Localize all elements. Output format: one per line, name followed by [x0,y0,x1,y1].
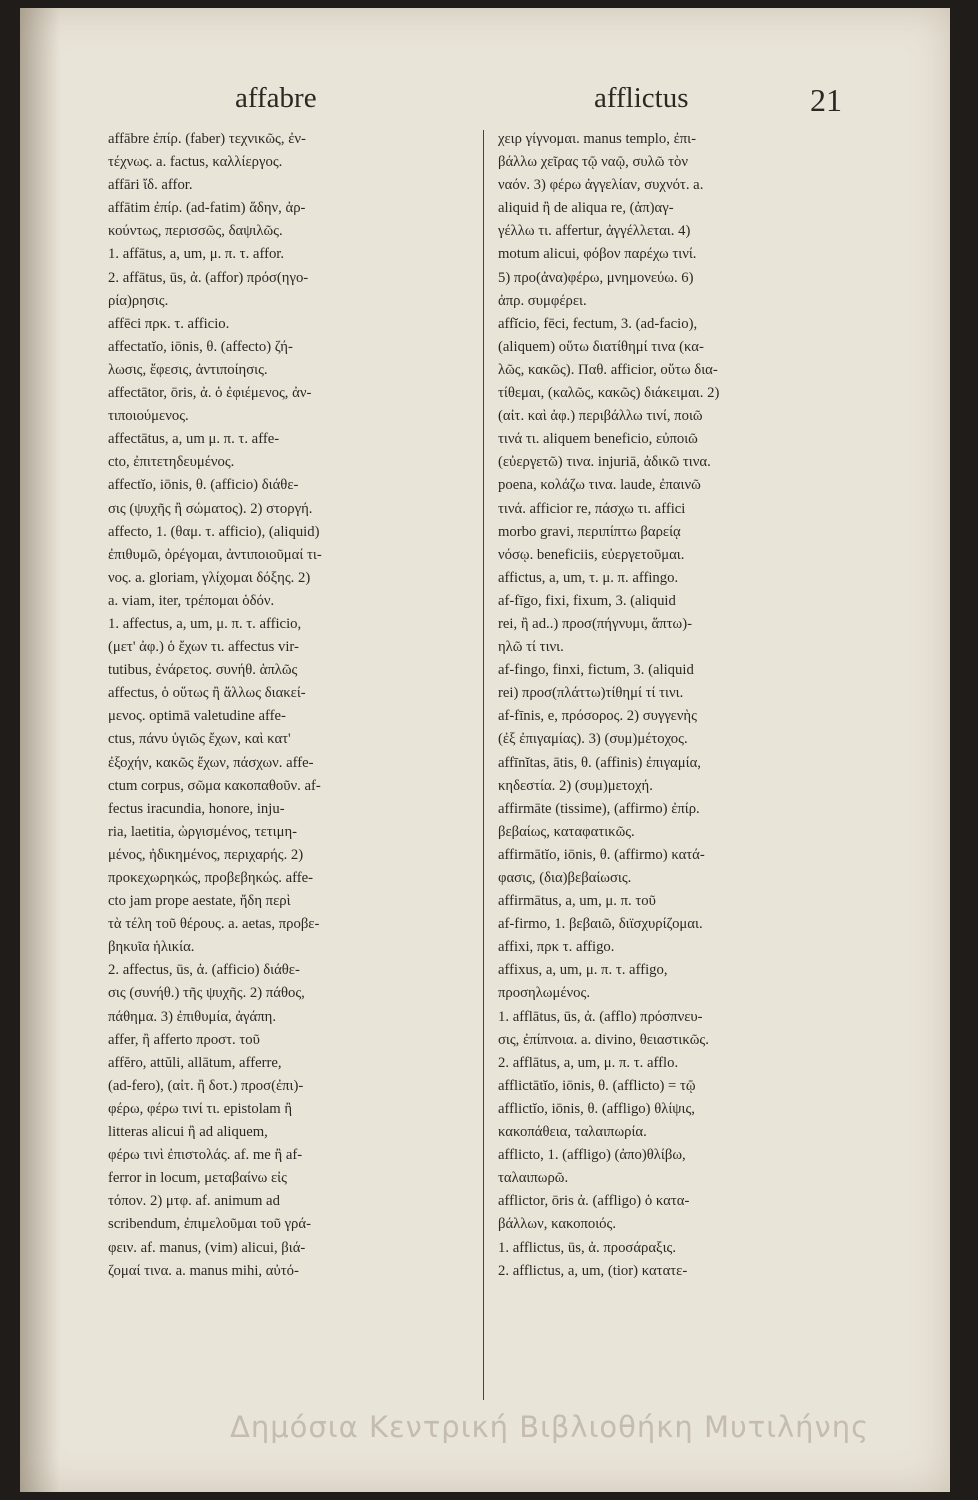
entry-line: φέρω, φέρω τινί τι. epistolam ἢ [108,1100,293,1117]
entry-line: affātim ἐπίρ. (ad-fatim) ἅδην, ἀρ- [108,200,306,217]
entry-line: μενος. optimā valetudine affe- [108,708,286,725]
entry-line: ctus, πάνυ ὑγιῶς ἔχων, καὶ κατ' [108,731,291,748]
entry-line: motum alicui, φόβον παρέχω τινί. [498,246,697,263]
entry-line: προσηλωμένος. [498,985,590,1002]
right-column [498,128,888,1283]
entry-line: ctum corpus, σῶμα κακοπαθοῦν. af- [108,777,321,794]
entry-line: 1. affectus, a, um, μ. π. τ. afficio, [108,615,302,632]
entry-line: rei) προσ(πλάττω)τίθημί τί τινι. [498,685,684,702]
entry-line: affāri ἴδ. affor. [108,177,193,194]
entry-line: τινά τι. aliquem beneficio, εὐποιῶ [498,431,698,448]
entry-line: affixus, a, um, μ. π. τ. affigo, [498,962,668,979]
entry-line: (ἐξ ἐπιγαμίας). 3) (συμ)μέτοχος. [498,731,688,748]
binding-shadow [20,8,60,1492]
entry-line: afflictor, ōris ἀ. (affligo) ὁ κατα- [498,1193,690,1210]
page-number: 21 [810,82,842,118]
entry-line: affictus, a, um, τ. μ. π. affingo. [498,569,679,586]
entry-line: affectatĭo, iōnis, θ. (affecto) ζή- [108,338,293,355]
entry-line: φειν. af. manus, (vim) alicui, βιά- [108,1239,306,1256]
entry-line: σις (ψυχῆς ἢ σώματος). 2) στοργή. [108,500,313,517]
entry-line: πάθημα. 3) ἐπιθυμία, ἀγάπη. [108,1008,277,1025]
entry-line: 2. affectus, ūs, ἀ. (afficio) διάθε- [108,962,300,979]
entry-line: λωσις, ἔφεσις, ἀντιποίησις. [108,361,268,378]
entry-line: βηκυῖα ἡλικία. [108,939,195,956]
entry-line: af-fingo, finxi, fictum, 3. (aliquid [498,662,694,679]
entry-line: ἀπρ. συμφέρει. [498,292,587,309]
entry-line: νόσῳ. beneficiis, εὐεργετοῦμαι. [498,546,685,563]
entry-line: cto jam prope aestate, ἤδη περὶ [108,893,291,910]
entry-line: 2. afflictus, a, um, (tior) κατατε- [498,1262,688,1279]
entry-line: afflictātĭo, iōnis, θ. (afflicto) = τῷ [498,1077,696,1094]
entry-line: φέρω τινὶ ἐπιστολάς. af. me ἢ af- [108,1147,303,1164]
column-divider [483,130,484,1400]
entry-line: σις (συνήθ.) τῆς ψυχῆς. 2) πάθος, [108,985,305,1002]
entry-line: ζομαί τινα. a. manus mihi, αὐτό- [108,1262,299,1279]
entry-line: 5) προ(ἀνα)φέρω, μνημονεύω. 6) [498,269,694,286]
entry-line: βάλλω χεῖρας τῷ ναῷ, συλῶ τὸν [498,154,689,171]
entry-line: af-fīgo, fixi, fixum, 3. (aliquid [498,592,676,609]
entry-line: 1. afflictus, ūs, ἀ. προσάραξις. [498,1239,677,1256]
running-head-left: affabre [235,82,317,114]
entry-line: affirmāte (tissime), (affirmo) ἐπίρ. [498,800,700,817]
entry-line: aliquid ἢ de aliqua re, (ἀπ)αγ- [498,200,674,217]
entry-line: 1. afflātus, ūs, ἀ. (afflo) πρόσπνευ- [498,1008,703,1025]
entry-line: ηλῶ τί τινι. [498,639,564,656]
entry-line: 2. affātus, ūs, ἀ. (affor) πρόσ(ηγο- [108,269,309,286]
entry-line: affectus, ὁ οὕτως ἢ ἄλλως διακεί- [108,685,306,702]
entry-line: ria, laetitia, ὠργισμένος, τετιμη- [108,823,298,840]
entry-line: τινά. afficior re, πάσχω τι. affici [498,500,686,517]
entry-line: φασις, (δια)βεβαίωσις. [498,870,632,886]
entry-line: affābre ἐπίρ. (faber) τεχνικῶς, ἐν- [108,131,306,147]
entry-line: (μετ' ἀφ.) ὁ ἔχων τι. affectus vir- [108,639,299,656]
dictionary-page [20,8,950,1492]
entry-line: affectātor, ōris, ἀ. ὁ ἐφιέμενος, ἀν- [108,385,312,402]
entry-line: κηδεστία. 2) (συμ)μετοχή. [498,777,653,794]
entry-line: κούντως, περισσῶς, δαψιλῶς. [108,223,283,240]
entry-line: affer, ἢ afferto προστ. τοῦ [108,1031,260,1048]
entry-line: affĭcio, fēci, fectum, 3. (ad-facio), [498,315,698,332]
entry-line: affectātus, a, um μ. π. τ. affe- [108,431,280,448]
entry-line: τὰ τέλη τοῦ θέρους. a. aetas, προβε- [108,916,320,933]
entry-line: χειρ γίγνομαι. manus templo, ἐπι- [498,131,697,147]
entry-line: νος. a. gloriam, γλίχομαι δόξης. 2) [108,569,311,586]
entry-line: tutibus, ἐνάρετος. συνήθ. ἁπλῶς [108,662,298,679]
entry-line: af-firmo, 1. βεβαιῶ, διϊσχυρίζομαι. [498,916,703,933]
entry-line: cto, ἐπιτετηδευμένος. [108,454,235,471]
entry-line: τόπον. 2) μτφ. af. animum ad [108,1193,280,1210]
entry-line: (εὐεργετῶ) τινα. injuriā, ἀδικῶ τινα. [498,454,711,471]
entry-line: μένος, ἠδικημένος, περιχαρής. 2) [108,846,304,863]
entry-line: προκεχωρηκώς, προβεβηκώς. affe- [108,870,314,886]
entry-line: γέλλω τι. affertur, ἀγγέλλεται. 4) [498,223,691,240]
entry-line: ταλαιπωρῶ. [498,1170,569,1187]
entry-line: (αἰτ. καὶ ἀφ.) περιβάλλω τινί, ποιῶ [498,408,703,425]
entry-line: ἐπιθυμῶ, ὀρέγομαι, ἀντιποιοῦμαί τι- [108,546,322,563]
running-head-right: afflictus [594,82,689,114]
entry-line: λῶς, κακῶς). Παθ. afficior, οὕτω δια- [498,361,718,378]
entry-line: fectus iracundia, honore, inju- [108,800,285,817]
entry-line: τέχνως. a. factus, καλλίεργος. [108,154,283,171]
entry-line: affecto, 1. (θαμ. τ. afficio), (aliquid) [108,523,320,540]
entry-line: ἐξοχήν, κακῶς ἔχων, πάσχων. affe- [108,754,314,771]
entry-line: τίθεμαι, (καλῶς, κακῶς) διάκειμαι. 2) [498,385,720,402]
entry-line: affēci πρκ. τ. afficio. [108,315,230,332]
library-watermark: Δημόσια Κεντρική Βιβλιοθήκη Μυτιλήνης [230,1410,870,1444]
entry-line: af-fīnis, e, πρόσορος. 2) συγγενὴς [498,708,697,725]
entry-line: affirmātus, a, um, μ. π. τοῦ [498,893,656,910]
entry-line: κακοπάθεια, ταλαιπωρία. [498,1124,647,1141]
entry-line: affīnĭtas, ātis, θ. (affinis) ἐπιγαμία, [498,754,701,771]
left-column [108,128,503,1283]
entry-line: affirmātĭo, iōnis, θ. (affirmo) κατά- [498,846,705,863]
entry-line: ναόν. 3) φέρω ἀγγελίαν, συχνότ. a. [498,177,704,194]
entry-line: a. viam, iter, τρέπομαι ὁδόν. [108,592,275,609]
entry-line: rei, ἢ ad..) προσ(πήγνυμι, ἅπτω)- [498,615,692,632]
entry-line: ρία)ρησις. [108,292,169,309]
entry-line: σις, ἐπίπνοια. a. divino, θειαστικῶς. [498,1031,709,1048]
entry-line: ferror in locum, μεταβαίνω εἰς [108,1170,287,1187]
entry-line: 2. afflātus, a, um, μ. π. τ. afflo. [498,1054,679,1071]
entry-line: scribendum, ἐπιμελοῦμαι τοῦ γρά- [108,1216,311,1233]
entry-line: τιποιούμενος. [108,408,189,425]
entry-line: 1. affātus, a, um, μ. π. τ. affor. [108,246,285,263]
page-header [20,82,950,122]
entry-line: morbo gravi, περιπίπτω βαρείᾳ [498,523,681,540]
entry-line: afflicto, 1. (affligo) (ἀπο)θλίβω, [498,1147,686,1164]
entry-line: afflictĭo, iōnis, θ. (affligo) θλίψις, [498,1100,695,1117]
entry-line: poena, κολάζω τινα. laude, ἐπαινῶ [498,477,701,494]
entry-line: βεβαίως, καταφατικῶς. [498,823,635,840]
entry-line: affixi, πρκ τ. affigo. [498,939,615,956]
entry-line: (aliquem) οὕτω διατίθημί τινα (κα- [498,338,704,355]
entry-line: litteras alicui ἢ ad aliquem, [108,1124,268,1141]
entry-line: βάλλων, κακοποιός. [498,1216,616,1233]
entry-line: affectĭo, iōnis, θ. (afficio) διάθε- [108,477,299,494]
entry-line: affĕro, attŭli, allātum, afferre, [108,1054,282,1071]
entry-line: (ad-fero), (αἰτ. ἢ δοτ.) προσ(ἐπι)- [108,1077,304,1094]
